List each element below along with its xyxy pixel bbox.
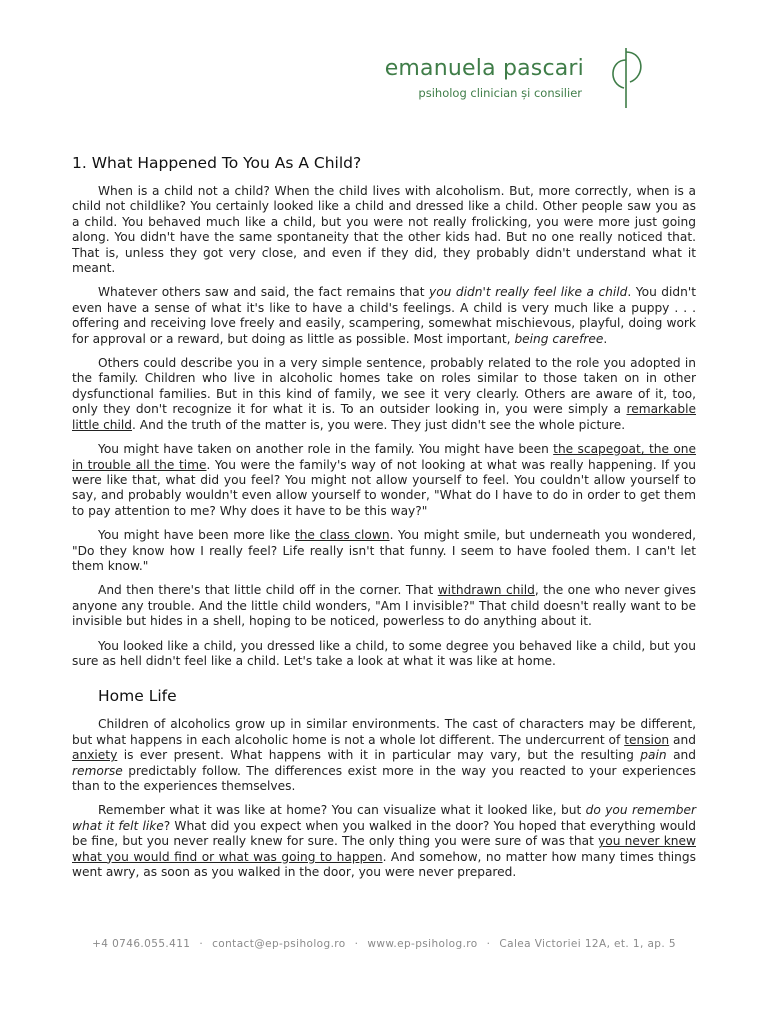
footer-website: www.ep-psiholog.ro bbox=[367, 938, 478, 950]
paragraph-5 bbox=[72, 528, 696, 574]
brand-tagline: psiholog clinician și consilier bbox=[418, 86, 582, 100]
footer-email: contact@ep-psiholog.ro bbox=[212, 938, 346, 950]
italic-phrase: being carefree bbox=[514, 331, 604, 346]
footer-separator: · bbox=[354, 938, 359, 950]
text-run: You might have been more like bbox=[98, 528, 295, 543]
text-run: . You didn't even have a sense of what it's like to have a child's feelings. A child is very much like a puppy . . . offering and receiving love freely and easily, scampering, somewhat mischievous, playful, doing work for approval or a reward, but doing as little as possible. Most important, bbox=[72, 285, 696, 346]
page-header bbox=[288, 52, 728, 122]
paragraph-9 bbox=[72, 803, 696, 880]
paragraph-7: You looked like a child, you dressed like a child, to some degree you behaved like a child, but you sure as hell didn't feel like a child. Let's take a look at what it was like at home. bbox=[72, 638, 696, 668]
page-footer bbox=[0, 938, 768, 950]
italic-phrase: do you remember what it felt like bbox=[72, 803, 696, 833]
underlined-phrase: tension bbox=[624, 732, 670, 747]
footer-address: Calea Victoriei 12A, et. 1, ap. 5 bbox=[499, 938, 676, 950]
text-run: And then there's that little child off in the corner. That bbox=[98, 583, 438, 598]
paragraph-6 bbox=[72, 583, 696, 629]
text-run: . You were the family's way of not looking at what was really happening. If you were like that, what did you feel? You might not allow yourself to feel. You couldn't allow yourself to say, and probably wouldn't even allow yourself to wonder, "What do I have to do in order to get them to pay attention to me? Why does it have to be this way?" bbox=[72, 457, 696, 518]
page-title: 1. What Happened To You As A Child? bbox=[72, 154, 362, 172]
underlined-phrase: remarkable little child bbox=[72, 402, 696, 432]
text-run: . You might smile, but underneath you wondered, "Do they know how I really feel? Life really isn't that funny. I seem to have fooled them. I can't let them know." bbox=[72, 528, 697, 573]
document-body bbox=[72, 150, 696, 889]
underlined-phrase: withdrawn child bbox=[437, 583, 535, 598]
footer-separator: · bbox=[199, 938, 204, 950]
paragraph-8 bbox=[72, 717, 696, 794]
paragraph-2 bbox=[72, 285, 696, 347]
ep-monogram-logo-icon bbox=[604, 44, 648, 112]
underlined-phrase: the class clown bbox=[294, 528, 390, 543]
text-run: is ever present. What happens with it in particular may vary, but the resulting bbox=[117, 748, 641, 763]
text-run: Remember what it was like at home? You can visualize what it looked like, but bbox=[98, 803, 586, 818]
underlined-phrase: you never knew what you would find or what was going to happen bbox=[72, 834, 696, 864]
text-run: ? What did you expect when you walked in the door? You hoped that everything would be fine, but you never really knew for sure. The only thing you were sure of was that bbox=[72, 818, 696, 849]
footer-separator: · bbox=[486, 938, 491, 950]
italic-phrase: remorse bbox=[72, 763, 123, 778]
text-run: Children of alcoholics grow up in similar environments. The cast of characters may be different, but what happens in each alcoholic home is not a whole lot different. The undercurrent of bbox=[72, 717, 696, 747]
text-run: , the one who never gives anyone any trouble. And the little child wonders, "Am I invisible?" That child doesn't really want to be invisible but hides in a shell, hoping to be noticed, powerless to do anything about it. bbox=[72, 583, 696, 629]
italic-phrase: you didn't really feel like a child bbox=[429, 285, 628, 300]
text-run: . And the truth of the matter is, you were. They just didn't see the whole picture. bbox=[132, 417, 626, 432]
text-run: Others could describe you in a very simple sentence, probably related to the role you adopted in the family. Children who live in alcoholic homes take on roles similar to those taken on in other dysfunctional families. But in this kind of family, we see it very clearly. Others are aware of it, too, only they don't recognize it for what it is. To an outsider looking in, you were simply a bbox=[72, 356, 696, 417]
text-run: . And somehow, no matter how many times things went awry, as soon as you walked in the door, you were never prepared. bbox=[72, 849, 696, 880]
footer-phone: +4 0746.055.411 bbox=[92, 938, 191, 950]
paragraph-3 bbox=[72, 356, 696, 433]
section-heading: Home Life bbox=[98, 687, 177, 706]
text-run: Whatever others saw and said, the fact remains that bbox=[98, 285, 430, 300]
brand-name: emanuela pascari bbox=[384, 56, 584, 81]
italic-phrase: pain bbox=[640, 748, 667, 763]
underlined-phrase: the scapegoat, the one in trouble all the time bbox=[72, 442, 696, 472]
underlined-phrase: anxiety bbox=[72, 748, 118, 763]
text-run: You might have taken on another role in the family. You might have been bbox=[98, 442, 554, 457]
text-run: . bbox=[603, 331, 608, 346]
text-run: predictably follow. The differences exist more in the way you reacted to your experiences than to the experiences themselves. bbox=[72, 763, 696, 793]
paragraph-4 bbox=[72, 442, 696, 519]
paragraph-1: When is a child not a child? When the child lives with alcoholism. But, more correctly, when is a child not childlike? You certainly looked like a child and dressed like a child. Other people saw you as a child. You behaved much like a child, but you were not really frolicking, you were more just going along. You didn't have the same spontaneity that the other kids had. But no one really noticed that. That is, unless they got very close, and even if they did, they probably didn't understand what it meant. bbox=[72, 184, 696, 276]
text-run: and bbox=[666, 748, 696, 763]
text-run: and bbox=[669, 732, 696, 747]
